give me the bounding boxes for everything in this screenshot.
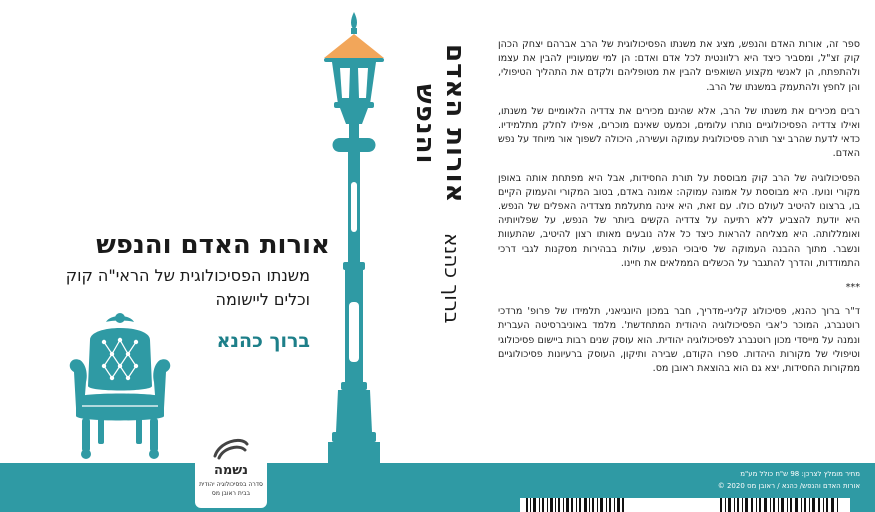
armchair-icon <box>68 312 172 464</box>
spine-author: ברוך כהנא <box>440 232 464 324</box>
logo-subtitle-line1: סדרה בפסיכולוגיה יהודית <box>199 481 263 488</box>
price-line: מחיר מומלץ לצרכן: 98 ש"ח כולל מע"מ <box>740 470 860 478</box>
back-cover-text <box>498 38 860 386</box>
front-author: ברוך כהנא <box>216 330 310 352</box>
back-paragraph-1: ספר זה, אורות האדם והנפש, מציג את משנתו הפסיכולוגית של הרב אברהם יצחק הכהן קוק זצ"ל, ומסביר כיצד היא רלוונטית לכל אדם ואדם: הן למי שמעוניין להבין את עצמו ולהתפתח, הן לאנשי מקצוע השואפים להבין את מטופליהם ולקדם את התהליך הטיפולי, והן לחפץ ולהתעמק במשנתו של הרב. <box>498 39 860 93</box>
front-subtitle-line1: משנתו הפסיכולוגית של הראי"ה קוק <box>65 266 310 285</box>
section-divider: *** <box>845 282 860 294</box>
barcode-icon <box>520 498 850 512</box>
back-paragraph-3: הפסיכולוגיה של הרב קוק מבוססת על תורת החסידות, אבל היא מפתחת אותה באופן מקורי ונועז. היא מבוססת על אמונה עמוקה: אמונה באדם, בטוב המקורי והעמוק הקיים בו, ברצונו להיטיב לעולם כולו. עם זאת, היא אינה מתעלמת מצדדיה האפלים של הנפש. היא יודעת להצביע ללא רתיעה על צדדיה הקשים ביותר של הנפש, על שפלויותיה ואומללותה. היא מצליחה להראות כיצד כל אלה נובעים מאותו רצון להיטיב, שהתעוות ונשבר. מתוך ההבנה העמוקה של סיבוכי הנפש, עולות בבהירות מסקנות לגבי דרכי התמודדות, והדרך להתגבר על הכשלים הממלאים את חיינו. <box>498 172 860 269</box>
front-subtitle-line2: וכלים ליישומה <box>215 290 310 309</box>
logo-subtitle-line2: בבית ראובן מס <box>211 490 251 497</box>
price-info <box>622 468 860 492</box>
spine-title: אורות האדם והנפש <box>410 44 470 204</box>
front-title: אורות האדם והנפש <box>96 230 330 260</box>
back-paragraph-2: רבים מכירים את משנתו של הרב, אלא שהינם מכירים את צדדיה הלאומיים של משנתו, ואילו צדדיה הפסיכולוגיים נותרו עלומים, וכמעט שאינם מוכרים, אפילו לחלק מתלמידיו. כדאי לדעת שהרב יצר תורה פסיכולוגית עמוקה ועשירה, היכולה לשפוך אור מיוחד על נפש האדם. <box>498 105 860 160</box>
logo-name: נשמה <box>213 463 249 478</box>
copyright-line: אורות האדם והנפש/ כהנא / ראובן מס 2020 © <box>717 482 860 490</box>
author-bio: ד"ר ברוך כהנא, פסיכולוג קליני-מדריך, חבר במכון היונגיאני, תלמידו של פרופ' מרדכי רוטנברג, המוכר כ'אבי הפסיכולוגיה היהודית המתחדשת'. מלמד באוניברסיטה העברית ונמנה על מייסדי מכון רוטנברג לפסיכולוגיה יהודית. הוא עוסק שנים רבות ביישום פסיכולוגי וטיפולי של מקורות היהדות. ספרו הקודם, שבירה ותיקון, העוסק ברעיונות פסיכולוגיים ממקורות החסידות, יצא גם הוא בהוצאת ראובן מס. <box>498 306 860 375</box>
logo-subtitle <box>195 480 267 498</box>
wave-logo-icon <box>211 432 251 460</box>
